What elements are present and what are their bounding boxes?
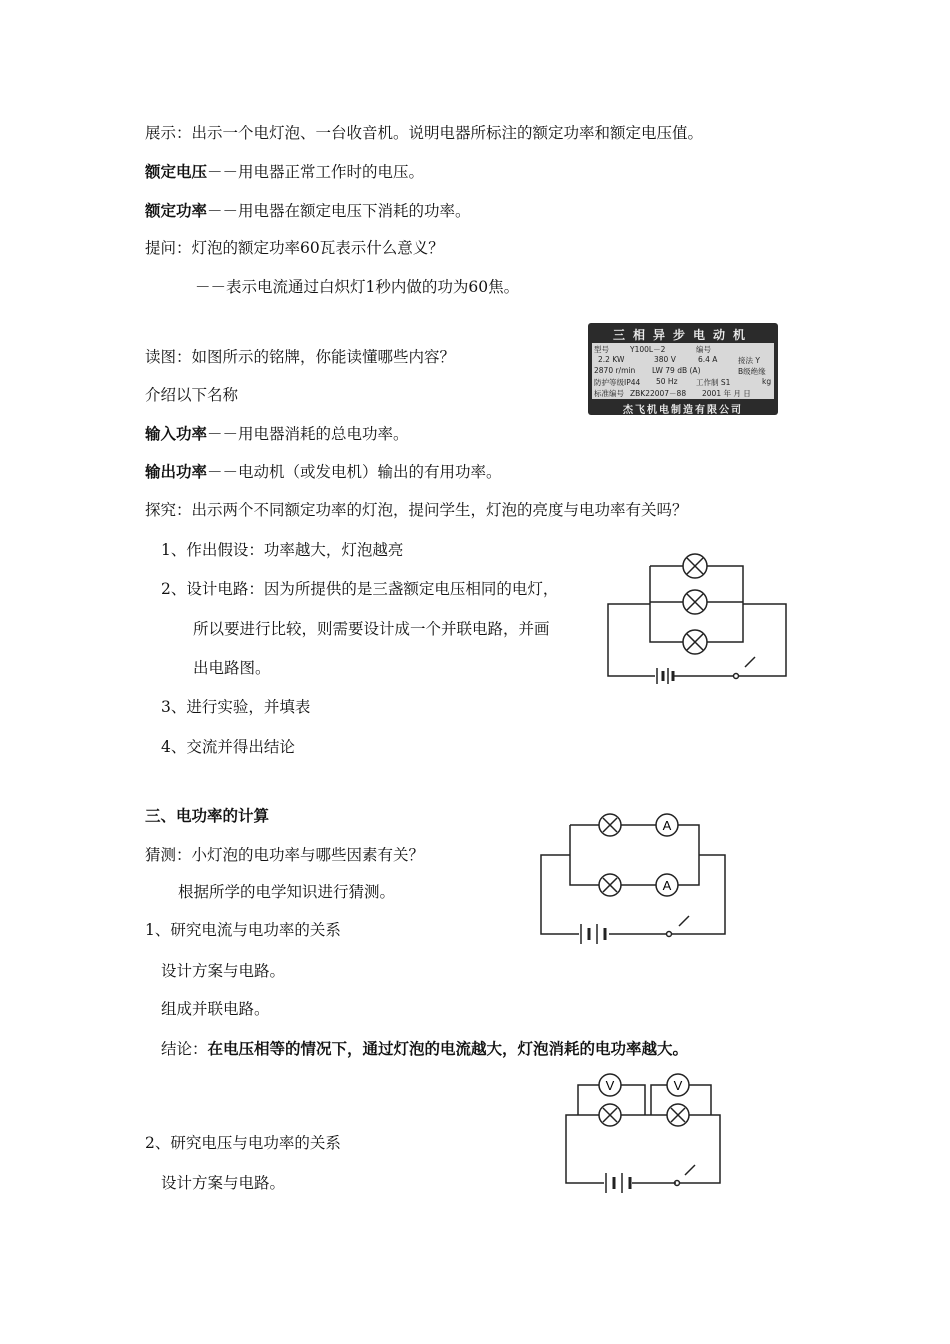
voltmeter-label: V bbox=[605, 1078, 615, 1093]
nameplate-cell: 标准编号 bbox=[594, 389, 624, 398]
text-line: 提问：灯泡的额定功率60瓦表示什么意义？ bbox=[145, 239, 444, 257]
term: 输出功率 bbox=[145, 462, 208, 481]
term: 额定功率 bbox=[145, 201, 208, 220]
term: 输入功率 bbox=[145, 424, 208, 443]
definition: －－用电器正常工作时的电压。 bbox=[207, 163, 425, 181]
nameplate-cell: 2870 r/min bbox=[594, 366, 636, 375]
definition: －－电动机（或发电机）输出的有用功率。 bbox=[207, 463, 502, 481]
text-line bbox=[161, 1039, 688, 1059]
text-line: －－表示电流通过白炽灯1秒内做的功为60焦。 bbox=[195, 278, 520, 296]
nameplate-cell: 380 V bbox=[654, 355, 676, 364]
nameplate-cell: 50 Hz bbox=[656, 377, 678, 386]
ammeter-label: A bbox=[662, 878, 672, 893]
conclusion-label: 结论： bbox=[161, 1040, 208, 1058]
text-line: 介绍以下名称 bbox=[145, 386, 239, 404]
nameplate-cell: 2.2 KW bbox=[598, 355, 625, 364]
nameplate-cell: B级绝缘 bbox=[738, 367, 766, 376]
text-line: 探究：出示两个不同额定功率的灯泡，提问学生，灯泡的亮度与电功率有关吗？ bbox=[145, 501, 688, 519]
parallel-lamps-circuit bbox=[600, 545, 800, 695]
nameplate-cell: 工作制 S1 bbox=[696, 378, 731, 387]
nameplate-grid bbox=[592, 343, 774, 399]
voltmeter-circuit bbox=[560, 1070, 730, 1200]
nameplate-cell: kg bbox=[762, 377, 772, 386]
text-line: 3、进行实验，并填表 bbox=[161, 698, 311, 716]
nameplate-title: 三相异步电动机 bbox=[612, 328, 753, 342]
term: 额定电压 bbox=[145, 162, 208, 181]
nameplate-cell: Y100L－2 bbox=[630, 345, 666, 354]
section-heading: 三、电功率的计算 bbox=[145, 806, 270, 825]
nameplate-cell: 接法 Y bbox=[738, 356, 760, 365]
text-line: 展示：出示一个电灯泡、一台收音机。说明电器所标注的额定功率和额定电压值。 bbox=[145, 124, 704, 142]
text-line bbox=[145, 424, 409, 444]
ammeter-circuit bbox=[535, 810, 735, 950]
conclusion-text: 在电压相等的情况下，通过灯泡的电流越大，灯泡消耗的电功率越大。 bbox=[207, 1039, 689, 1058]
nameplate-maker: 杰飞机电制造有限公司 bbox=[623, 405, 743, 416]
text-line bbox=[145, 162, 424, 182]
motor-nameplate bbox=[588, 323, 778, 415]
text-line: 根据所学的电学知识进行猜测。 bbox=[178, 883, 396, 901]
text-line: 猜测：小灯泡的电功率与哪些因素有关？ bbox=[145, 846, 425, 864]
nameplate-cell: 型号 bbox=[594, 345, 609, 354]
text-line: 1、研究电流与电功率的关系 bbox=[145, 921, 341, 939]
text-line: 读图：如图所示的铭牌，你能读懂哪些内容？ bbox=[145, 348, 456, 366]
nameplate-cell: ZBK22007－88 bbox=[630, 389, 687, 398]
ammeter-label: A bbox=[662, 818, 672, 833]
text-line bbox=[145, 462, 502, 482]
text-line: 出电路图。 bbox=[193, 659, 271, 677]
text-line: 组成并联电路。 bbox=[161, 1000, 270, 1018]
text-line: 1、作出假设：功率越大，灯泡越亮 bbox=[161, 541, 404, 559]
text-line: 2、设计电路：因为所提供的是三盏额定电压相同的电灯， bbox=[161, 580, 559, 598]
text-line: 2、研究电压与电功率的关系 bbox=[145, 1134, 341, 1152]
text-line: 所以要进行比较，则需要设计成一个并联电路，并画 bbox=[193, 620, 550, 638]
text-line: 设计方案与电路。 bbox=[161, 962, 286, 980]
voltmeter-label: V bbox=[673, 1078, 683, 1093]
nameplate-cell: 6.4 A bbox=[698, 355, 718, 364]
text-line bbox=[145, 201, 471, 221]
nameplate-cell: 防护等级IP44 bbox=[594, 378, 641, 387]
nameplate-cell: 编号 bbox=[696, 345, 711, 354]
nameplate-cell: LW 79 dB (A) bbox=[652, 366, 701, 375]
text-line: 设计方案与电路。 bbox=[161, 1174, 286, 1192]
definition: －－用电器在额定电压下消耗的功率。 bbox=[207, 202, 471, 220]
definition: －－用电器消耗的总电功率。 bbox=[207, 425, 409, 443]
text-line: 4、交流并得出结论 bbox=[161, 738, 295, 756]
nameplate-cell: 2001 年 月 日 bbox=[702, 389, 751, 398]
